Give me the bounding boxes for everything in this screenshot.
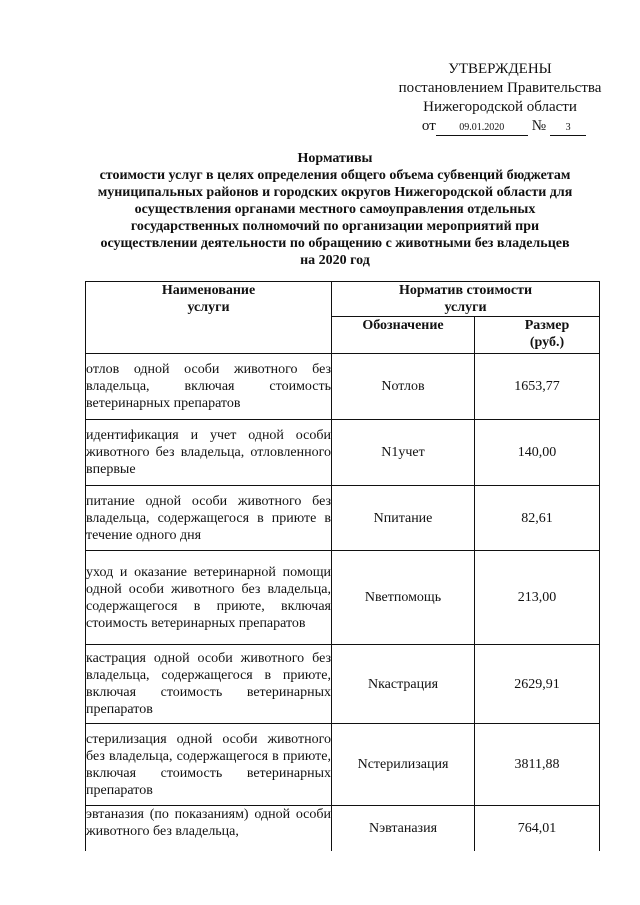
table-row: [86, 486, 600, 551]
service-name: стерилизация одной особи животного без владельца, содержащегося в приюте, включая стоимость ветеринарных препаратов: [86, 724, 332, 806]
service-symbol: Nстерилизация: [332, 724, 475, 806]
table-row: [86, 806, 600, 851]
service-symbol: Nпитание: [332, 486, 475, 551]
service-size: 140,00: [475, 420, 600, 486]
approval-heading: УТВЕРЖДЕНЫ: [448, 61, 552, 77]
service-symbol: Nотлов: [332, 354, 475, 420]
document-title: [70, 150, 600, 269]
approval-line-1: постановлением Правительства: [398, 80, 602, 96]
header-norm-group: [332, 282, 600, 317]
service-name: уход и оказание ветеринарной помощи одной особи животного без владельца, содержащегося в приюте, включая стоимость ветеринарных препаратов: [86, 551, 332, 645]
title-line-7: на 2020 год: [300, 253, 370, 268]
service-name: питание одной особи животного без владельца, содержащегося в приюте в течение одного дня: [86, 486, 332, 551]
number-label: №: [531, 118, 547, 134]
header-service-name: [86, 282, 332, 354]
header-name-line-2: услуги: [187, 300, 230, 315]
service-name: отлов одной особи животного без владельца, включая стоимость ветеринарных препаратов: [86, 354, 332, 420]
service-size: 82,61: [475, 486, 600, 551]
approval-date: 09.01.2020: [436, 121, 528, 136]
title-line-2: стоимости услуг в целях определения общего объема субвенций бюджетам: [99, 168, 571, 183]
service-size: 764,01: [475, 806, 600, 851]
approval-date-line: [388, 117, 620, 136]
header-size: [475, 317, 600, 354]
service-size: 2629,91: [475, 645, 600, 724]
header-group-line-1: Норматив стоимости: [398, 283, 533, 298]
approval-block: [380, 60, 620, 136]
table-row: [86, 354, 600, 420]
service-symbol: Nкастрация: [332, 645, 475, 724]
service-symbol: Nветпомощь: [332, 551, 475, 645]
norms-table: [85, 281, 600, 851]
from-label: от: [421, 118, 436, 134]
title-line-3: муниципальных районов и городских округов Нижегородской области для: [97, 185, 573, 200]
table-row: [86, 551, 600, 645]
table-row: [86, 420, 600, 486]
table-header-row: [86, 282, 600, 317]
header-group-line-2: услуги: [444, 300, 487, 315]
header-size-line-2: (руб.): [529, 335, 565, 350]
service-name: кастрация одной особи животного без владельца, содержащегося в приюте, включая стоимость ветеринарных препаратов: [86, 645, 332, 724]
table-row: [86, 645, 600, 724]
service-size: 1653,77: [475, 354, 600, 420]
title-line-1: Нормативы: [297, 151, 373, 166]
service-name: эвтаназия (по показаниям) одной особи животного без владельца,: [86, 806, 332, 851]
approval-number: 3: [550, 121, 586, 136]
title-line-4: осуществления органами местного самоуправления отдельных: [134, 202, 536, 217]
service-size: 213,00: [475, 551, 600, 645]
service-symbol: N1учет: [332, 420, 475, 486]
title-line-5: государственных полномочий по организации мероприятий при: [130, 219, 540, 234]
header-symbol: Обозначение: [332, 317, 475, 354]
approval-line-2: Нижегородской области: [423, 99, 577, 115]
service-symbol: Nэвтаназия: [332, 806, 475, 851]
header-size-line-1: Размер: [524, 318, 570, 333]
service-name: идентификация и учет одной особи животного без владельца, отловленного впервые: [86, 420, 332, 486]
service-size: 3811,88: [475, 724, 600, 806]
header-name-line-1: Наименование: [161, 283, 256, 298]
title-line-6: осуществлении деятельности по обращению с животными без владельцев: [100, 236, 570, 251]
table-row: [86, 724, 600, 806]
